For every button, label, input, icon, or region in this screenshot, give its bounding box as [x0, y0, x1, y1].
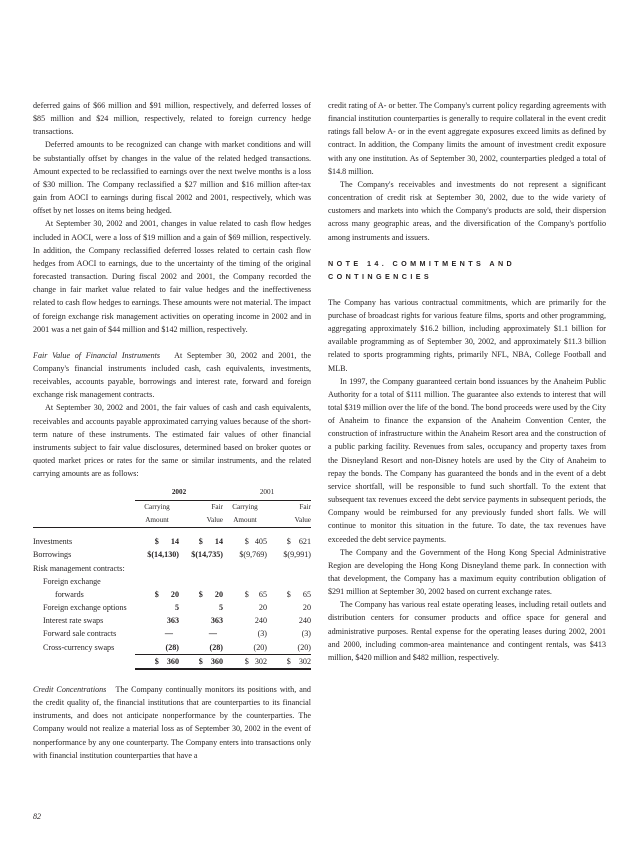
paragraph-text: At September 30, 2002 and 2001, the Company's financial instruments included cash, cash equivalents, investments, receivables, accounts payable, borrowings and interest rate, forward and foreign exchange risk management contracts.	[33, 350, 311, 400]
page-number: 82	[33, 812, 41, 821]
col-fair: Fair	[299, 502, 311, 511]
table-row	[33, 614, 311, 627]
fair-value-table	[33, 486, 311, 670]
cell-carrying-2001: $(9,769)	[239, 550, 267, 560]
cell-fair-2002: $ 20	[198, 589, 223, 599]
section-title: Credit Concentrations	[33, 684, 107, 694]
cell-fair-2002: $(14,735)	[191, 550, 223, 560]
row-label	[33, 654, 135, 669]
col-fair: Fair	[211, 502, 223, 511]
cell-carrying-2002: $ 20	[154, 589, 179, 599]
table-year-header	[33, 486, 311, 500]
cell-carrying-2002: 363	[166, 616, 179, 626]
col-value: Value	[206, 515, 223, 524]
table-row	[33, 588, 311, 601]
cell-fair-2002: $ 360	[179, 654, 223, 669]
table-row	[33, 627, 311, 640]
row-label: Forward sale contracts	[43, 629, 117, 639]
cell-carrying-2002: $ 360	[135, 654, 179, 669]
paragraph	[33, 683, 311, 762]
cell-carrying-2001: 20	[258, 603, 267, 613]
year-2001-header: 2001	[223, 486, 311, 500]
table-row	[33, 535, 311, 548]
row-label: Investments	[33, 537, 73, 547]
row-label: Interest rate swaps	[43, 616, 104, 626]
table-total-row	[33, 654, 311, 669]
table-row	[33, 562, 311, 575]
cell-fair-2001: (3)	[301, 629, 311, 639]
cell-carrying-2001: $ 65	[244, 589, 267, 599]
cell-fair-2002: $ 14	[198, 537, 223, 547]
cell-carrying-2001: 240	[254, 616, 267, 626]
table-column-header	[33, 500, 311, 514]
row-label: Cross-currency swaps	[43, 642, 115, 652]
cell-carrying-2001: (3)	[257, 629, 267, 639]
left-column	[33, 99, 311, 762]
row-label: Risk management contracts:	[33, 563, 125, 573]
right-column	[328, 99, 606, 664]
row-label: Foreign exchange	[43, 576, 101, 586]
paragraph: At September 30, 2002 and 2001, changes in value related to cash flow hedges included in AOCI, were a loss of $19 million and a gain of $69 million, respectively. In addition, the Company reclassified deferred losses related to certain cash flow hedges from AOCI to earnings, due to the uncertainty of the timing of the original forecasted transaction. During fiscal 2002 and 2001, the Company recorded the change in fair market value related to fair value hedges and the ineffectiveness related to cash flow hedges to earnings. These amounts were not material. The impact of foreign exchange risk management activities on operating income in 2002 and in 2001 was a net gain of $44 million and $142 million, respectively.	[33, 219, 311, 334]
table-row	[33, 575, 311, 588]
cell-fair-2001: $ 65	[286, 589, 311, 599]
paragraph: deferred gains of $66 million and $91 million, respectively, and deferred losses of $85 million and $24 million, respectively, related to foreign currency hedge transactions.	[33, 101, 311, 137]
cell-fair-2001: $ 621	[286, 537, 311, 547]
table-row	[33, 548, 311, 561]
year-2002-header: 2002	[135, 486, 223, 500]
cell-fair-2001: $(9,991)	[283, 550, 311, 560]
cell-carrying-2002: 5	[174, 603, 179, 613]
col-carrying: Carrying	[144, 502, 170, 511]
row-label: Borrowings	[33, 550, 72, 560]
cell-carrying-2001: $ 405	[244, 537, 267, 547]
paragraph: The Company and the Government of the Hong Kong Special Administrative Region are developing the Hong Kong Disneyland theme park. In connection with that development, the Company has a maximum equity contribution obligation of $291 million at September 30, 2002 based on current exchange rates.	[328, 547, 606, 597]
col-carrying: Carrying	[232, 502, 258, 511]
table-row	[33, 527, 311, 535]
paragraph: Deferred amounts to be recognized can change with market conditions and will be substantially offset by changes in the value of the related hedged transactions. Amount expected to be reclassified to earnings over the next twelve months is a loss of $30 million. The Company reclassified a $27 million and $16 million after-tax gain from AOCI to earnings during fiscal 2002 and 2001, respectively, which was offset by net losses on items being hedged.	[33, 140, 311, 216]
cell-fair-2001: 20	[302, 603, 311, 613]
cell-fair-2002: 363	[210, 616, 223, 626]
paragraph: The Company has various real estate operating leases, including retail outlets and distribution centers for consumer products and office space for general and administrative purposes. Rental expense for the operating leases during 2002, 2001 and 2000, including common-area maintenance and contingent rentals, was $413 million, $420 million and $482 million, respectively.	[328, 600, 606, 662]
cell-carrying-2001: (20)	[253, 642, 267, 652]
cell-carrying-2002: $ 14	[154, 537, 179, 547]
col-amount: Amount	[145, 515, 169, 524]
cell-carrying-2001: $ 302	[223, 654, 267, 669]
row-label: forwards	[55, 589, 84, 599]
table-row	[33, 641, 311, 655]
cell-fair-2002: 5	[218, 603, 223, 613]
col-value: Value	[294, 515, 311, 524]
paragraph: credit rating of A- or better. The Company's current policy regarding agreements with financial institution counterparties is generally to require collateral in the event credit ratings fall below A- or in the event aggregate exposures exceed limits as defined by contract. In addition, the Company limits the amount of investment credit exposure with any one institution. As of September 30, 2002, counterparties pledged a total of $14.8 million.	[328, 101, 606, 176]
cell-carrying-2002: —	[164, 629, 173, 639]
paragraph: At September 30, 2002 and 2001, the fair values of cash and cash equivalents, receivables and accounts payable approximated carrying values because of the short-term nature of these instruments. The estimated fair values of other financial instruments subject to fair value disclosures, determined based on broker quotes or quoted market prices or rates for the same or similar instruments, and the related carrying amounts are as follows:	[33, 403, 311, 479]
col-amount: Amount	[233, 515, 257, 524]
paragraph: The Company's receivables and investments do not represent a significant concentration of credit risk at September 30, 2002, due to the wide variety of customers and markets into which the Company's products are sold, their dispersion across many geographic areas, and the diversification of the Company's portfolio among instruments and issuers.	[328, 179, 606, 242]
paragraph-text: The Company continually monitors its positions with, and the credit quality of, the financial institutions that are counterparties to its financial instruments, and does not anticipate nonperformance by the counterparties. The Company would not realize a material loss as of September 30, 2002 in the event of nonperformance by any one counterparty. The Company enters into transactions only with financial institution counterparties that have a	[33, 684, 311, 760]
cell-fair-2001: $ 302	[267, 654, 311, 669]
table-row	[33, 601, 311, 614]
paragraph: In 1997, the Company guaranteed certain bond issuances by the Anaheim Public Authority for a total of $111 million. The guarantee also extends to interest that will total $319 million over the life of the bond. The bond proceeds were used by the City of Anaheim to finance the expansion of the Anaheim Convention Center, the construction of infrastructure within the Anaheim Resort area and the construction of a public parking facility. Revenues from sales, occupancy and property taxes from the Disneyland Resort and non-Disney hotels are used by the City of Anaheim to repay the bonds. The Company has guaranteed the bonds and in the event of a debt service shortfall, will be responsible to fund such shortfall. To the extent that subsequent tax revenues exceed the debt service payments in subsequent periods, the Company would be reimbursed for any previously funded short falls. We will continue to monitor this situation in the future. To date, the tax revenues have exceeded the debt service payments.	[328, 376, 606, 544]
cell-fair-2002: (28)	[209, 642, 223, 652]
note-heading: NOTE 14. COMMITMENTS AND CONTINGENCIES	[328, 258, 516, 281]
paragraph	[33, 349, 311, 402]
paragraph: The Company has various contractual commitments, which are primarily for the purchase of broadcast rights for various feature films, sports and other programming, aggregating approximately $16.2 billion, including approximately $1.1 billion for available programming as of September 30, 2002, and approximately $11.3 billion related to sports programming rights, primarily NFL, NBA, College Football and MLB.	[328, 297, 606, 373]
cell-carrying-2002: $(14,130)	[147, 550, 179, 560]
section-title: Fair Value of Financial Instruments	[33, 350, 161, 360]
cell-fair-2002: —	[208, 629, 217, 639]
cell-fair-2001: 240	[298, 616, 311, 626]
table-column-header	[33, 514, 311, 528]
cell-carrying-2002: (28)	[165, 642, 179, 652]
row-label: Foreign exchange options	[43, 603, 127, 613]
cell-fair-2001: (20)	[297, 642, 311, 652]
